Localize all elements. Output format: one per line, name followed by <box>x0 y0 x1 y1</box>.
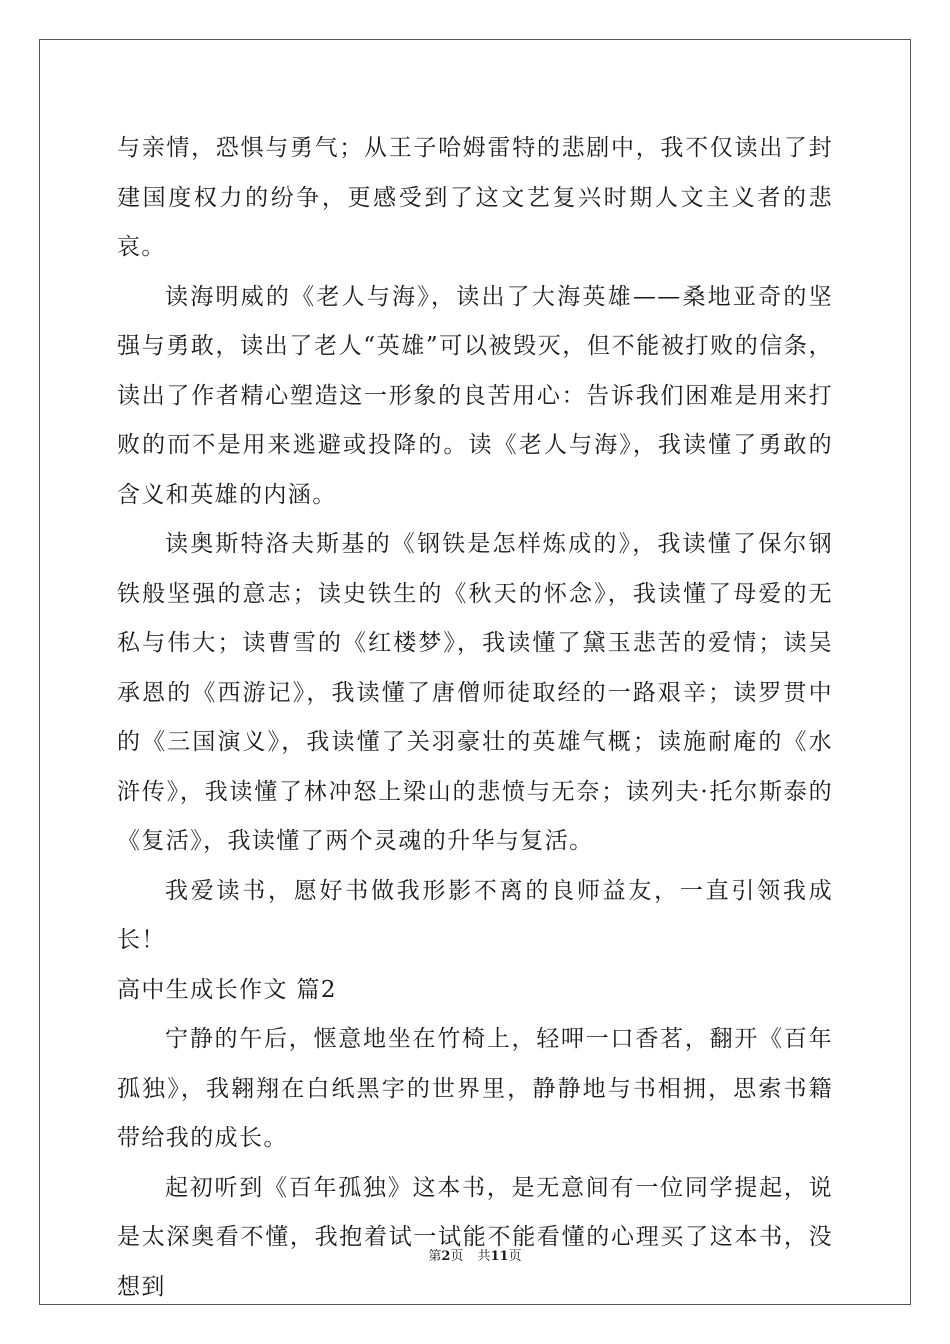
paragraph-4: 我爱读书，愿好书做我形影不离的良师益友，一直引领我成长！ <box>117 877 833 953</box>
paragraph-5: 宁静的午后，惬意地坐在竹椅上，轻呷一口香茗，翻开《百年孤独》，我翱翔在白纸黑字的世界里，静静地与书相拥，思索书籍带给我的成长。 <box>117 1026 833 1151</box>
paragraph-2: 读海明威的《老人与海》，读出了大海英雄——桑地亚奇的坚强与勇敢，读出了老人“英雄”可以被毁灭，但不能被打败的信条，读出了作者精心塑造这一形象的良苦用心：告诉我们困难是用来打败的而不是用来逃避或投降的。读《老人与海》，我读懂了勇敢的含义和英雄的内涵。 <box>117 283 833 508</box>
footer-page-suffix: 页 <box>450 1249 464 1264</box>
page-number: 2 <box>441 1249 451 1264</box>
total-pages: 11 <box>490 1249 509 1264</box>
document-body <box>117 124 833 1312</box>
footer-total-suffix: 页 <box>508 1249 522 1264</box>
page-footer <box>0 1248 950 1266</box>
paragraph-1: 与亲情，恐惧与勇气；从王子哈姆雷特的悲剧中，我不仅读出了封建国度权力的纷争，更感受到了这文艺复兴时期人文主义者的悲哀。 <box>117 135 833 260</box>
footer-total-prefix: 共 <box>477 1249 491 1264</box>
paragraph-6: 起初听到《百年孤独》这本书，是无意间有一位同学提起，说是太深奥看不懂，我抱着试一试能不能看懂的心理买了这本书，没想到 <box>117 1174 833 1300</box>
paragraph-3: 读奥斯特洛夫斯基的《钢铁是怎样炼成的》，我读懂了保尔钢铁般坚强的意志；读史铁生的《秋天的怀念》，我读懂了母爱的无私与伟大；读曹雪的《红楼梦》，我读懂了黛玉悲苦的爱情；读吴承恩的《西游记》，我读懂了唐僧师徒取经的一路艰辛；读罗贯中的《三国演义》，我读懂了关羽豪壮的英雄气概；读施耐庵的《水浒传》，我读懂了林冲怒上梁山的悲愤与无奈；读列夫·托尔斯泰的《复活》，我读懂了两个灵魂的升华与复活。 <box>117 531 833 854</box>
section-heading: 高中生成长作文 篇2 <box>117 976 337 1003</box>
footer-prefix: 第 <box>428 1249 442 1264</box>
